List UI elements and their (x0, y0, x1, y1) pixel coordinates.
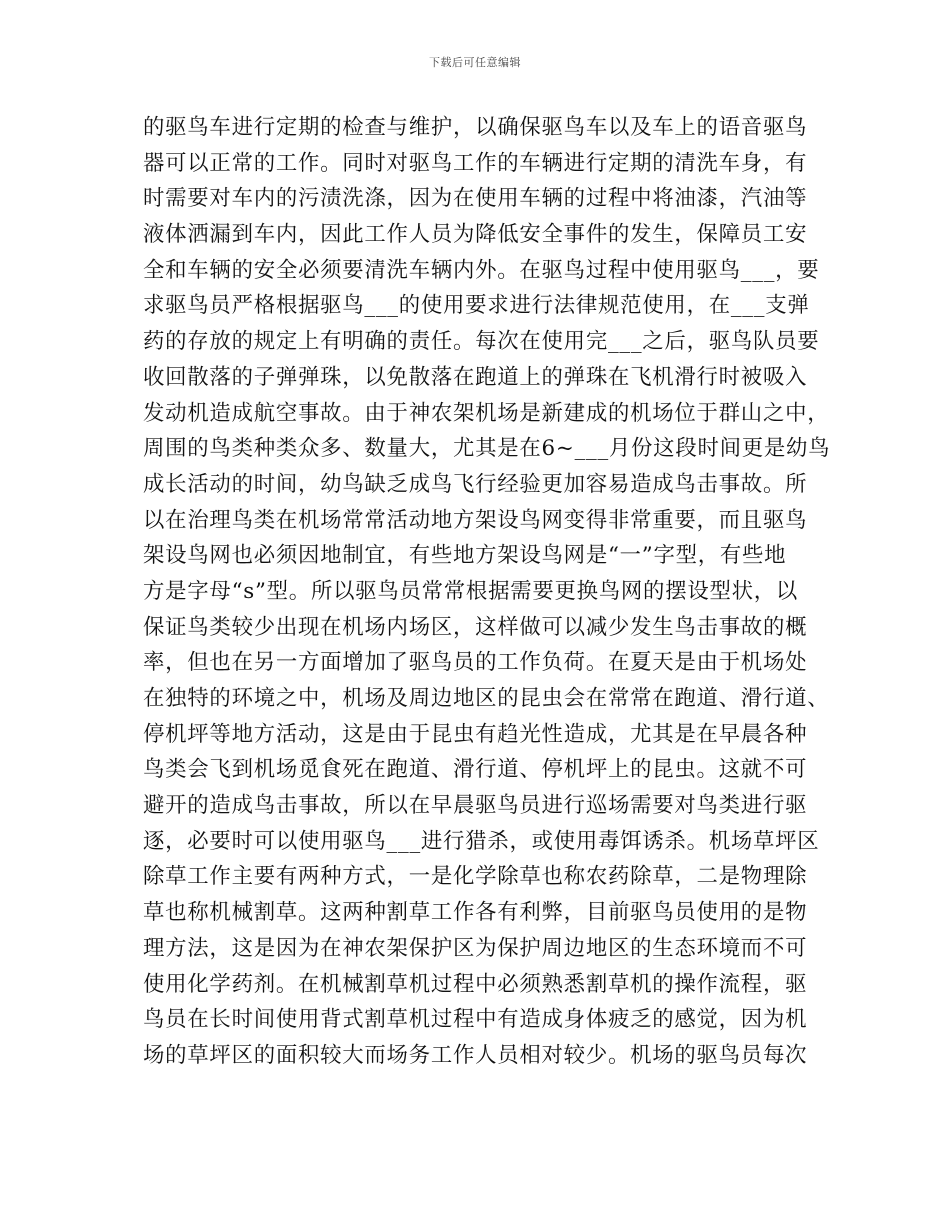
text-line: 鸟员在长时间使用背式割草机过程中有造成身体疲乏的感觉，因为机 (143, 1007, 808, 1033)
text-line: 收回散落的子弹弹珠，以免散落在跑道上的弹珠在飞机滑行时被吸入 (143, 364, 808, 390)
text-line: 以在治理鸟类在机场常常活动地方架设鸟网变得非常重要，而且驱鸟 (143, 507, 808, 533)
text-line: 使用化学药剂。在机械割草机过程中必须熟悉割草机的操作流程，驱 (143, 971, 808, 997)
text-line: 草也称机械割草。这两种割草工作各有利弊，目前驱鸟员使用的是物 (143, 900, 808, 926)
text-line: 求驱鸟员严格根据驱鸟___的使用要求进行法律规范使用，在___支弹 (143, 293, 810, 319)
text-line: 方是字母“s”型。所以驱鸟员常常根据需要更换鸟网的摆设型状，以 (143, 578, 799, 604)
text-line: 全和车辆的安全必须要清洗车辆内外。在驱鸟过程中使用驱鸟___，要 (143, 257, 820, 283)
text-line: 鸟类会飞到机场觅食死在跑道、滑行道、停机坪上的昆虫。这就不可 (143, 757, 808, 783)
text-line: 架设鸟网也必须因地制宜，有些地方架设鸟网是“一”字型，有些地 (143, 543, 787, 569)
text-line: 器可以正常的工作。同时对驱鸟工作的车辆进行定期的清洗车身，有 (143, 150, 808, 176)
text-line: 成长活动的时间，幼鸟缺乏成鸟飞行经验更加容易造成鸟击事故。所 (143, 471, 808, 497)
text-line: 液体洒漏到车内，因此工作人员为降低安全事件的发生，保障员工安 (143, 222, 808, 248)
text-line: 保证鸟类较少出现在机场内场区，这样做可以减少发生鸟击事故的概 (143, 614, 808, 640)
text-line: 除草工作主要有两种方式，一是化学除草也称农药除草，二是物理除 (143, 864, 808, 890)
text-line: 停机坪等地方活动，这是由于昆虫有趋光性造成，尤其是在早晨各种 (143, 721, 808, 747)
text-line: 发动机造成航空事故。由于神农架机场是新建成的机场位于群山之中， (143, 400, 830, 426)
text-line: 避开的造成鸟击事故，所以在早晨驱鸟员进行巡场需要对鸟类进行驱 (143, 793, 808, 819)
document-body (143, 110, 831, 1074)
text-line: 时需要对车内的污渍洗涤，因为在使用车辆的过程中将油漆，汽油等 (143, 186, 808, 212)
text-line: 药的存放的规定上有明确的责任。每次在使用完___之后，驱鸟队员要 (143, 329, 820, 355)
text-line: 在独特的环境之中，机场及周边地区的昆虫会在常常在跑道、滑行道、 (143, 686, 830, 711)
text-line: 场的草坪区的面积较大而场务工作人员相对较少。机场的驱鸟员每次 (143, 1042, 808, 1068)
text-line: 理方法，这是因为在神农架保护区为保护周边地区的生态环境而不可 (143, 935, 808, 961)
text-line: 周围的鸟类种类众多、数量大，尤其是在6~___月份这段时间更是幼鸟 (143, 436, 831, 462)
text-line: 率，但也在另一方面增加了驱鸟员的工作负荷。在夏天是由于机场处 (143, 650, 808, 676)
text-line: 的驱鸟车进行定期的检查与维护，以确保驱鸟车以及车上的语音驱鸟 (143, 115, 808, 140)
text-line: 逐，必要时可以使用驱鸟___进行猎杀，或使用毒饵诱杀。机场草坪区 (143, 828, 820, 854)
page-header-note: 下载后可任意编辑 (429, 56, 521, 69)
